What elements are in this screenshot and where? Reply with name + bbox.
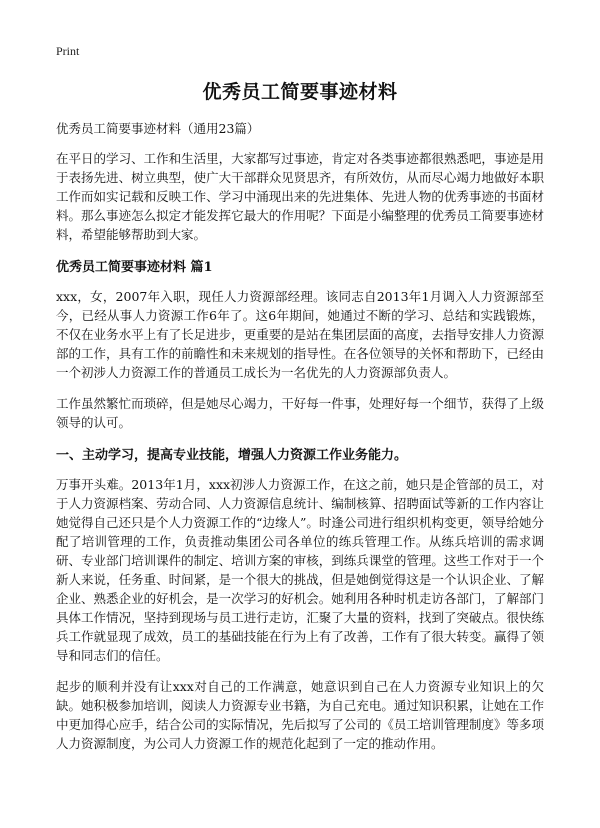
- paragraph-1: xxx，女，2007年入职，现任人力资源部经理。该同志自2013年1月调入人力资源部至今，已经从事人力资源工作6年了。这6年期间，她通过不断的学习、总结和实践锻炼，不仅在业务水平上有了长足进步，更重要的是站在集团层面的高度，去指导安排人力资源部的工作，具有工作的前瞻性和未来规划的指导性。在各位领导的关怀和帮助下，已经由一个初涉人力资源工作的普通员工成长为一名优先的人力资源部负责人。: [56, 289, 544, 380]
- paragraph-2: 工作虽然繁忙而琐碎，但是她尽心竭力，干好每一件事，处理好每一个细节，获得了上级领导的认可。: [56, 396, 544, 430]
- print-link[interactable]: Print: [56, 44, 80, 58]
- section-heading-1: 优秀员工简要事迹材料 篇1: [56, 260, 213, 275]
- paragraph-4: 起步的顺利并没有让xxx对自己的工作满意，她意识到自己在人力资源专业知识上的欠缺。她积极参加培训，阅读人力资源专业书籍，为自己充电。通过知识积累，让她在工作中更加得心应手，结合公司的实际情况，先后拟写了公司的《员工培训管理制度》等多项人力资源制度，为公司人力资源工作的规范化起到了一定的推动作用。: [56, 679, 544, 751]
- paragraph-3: 万事开头难。2013年1月，xxx初涉人力资源工作，在这之前，她只是企管部的员工，对于人力资源档案、劳动合同、人力资源信息统计、编制核算、招聘面试等新的工作内容让她觉得自己还只是个人力资源工作的“边缘人”。时逢公司进行组织机构变更，领导给她分配了培训管理的工作，负责推动集团公司各单位的练兵管理工作。从练兵培训的需求调研、专业部门培训课件的制定、培训方案的审核，到练兵课堂的管理。这些工作对于一个新人来说，任务重、时间紧，是一个很大的挑战，但是她倒觉得这是一个认识企业、了解企业、熟悉企业的好机会，是一次学习的好机会。她利用各种时机走访各部门，了解部门具体工作情况，坚持到现场与员工进行走访，汇聚了大量的资料，找到了突破点。很快练兵工作就显现了成效，员工的基础技能在行为上有了改善，工作有了很大转变。赢得了领导和同志们的信任。: [56, 477, 544, 663]
- section-heading-2: 一、主动学习，提高专业技能，增强人力资源工作业务能力。: [56, 448, 408, 463]
- document-title: 优秀员工简要事迹材料: [202, 81, 398, 103]
- document-subtitle: 优秀员工简要事迹材料（通用23篇）: [56, 121, 260, 136]
- intro-paragraph: 在平日的学习、工作和生活里，大家都写过事迹，肯定对各类事迹都很熟悉吧，事迹是用于表扬先进、树立典型，使广大干部群众见贤思齐，有所效仿，从而尽心竭力地做好本职工作而如实记载和反映工作、学习中涌现出来的先进集体、先进人物的优秀事迹的书面材料。那么事迹怎么拟定才能发挥它最大的作用呢？下面是小编整理的优秀员工简要事迹材料，希望能够帮助到大家。: [56, 151, 544, 242]
